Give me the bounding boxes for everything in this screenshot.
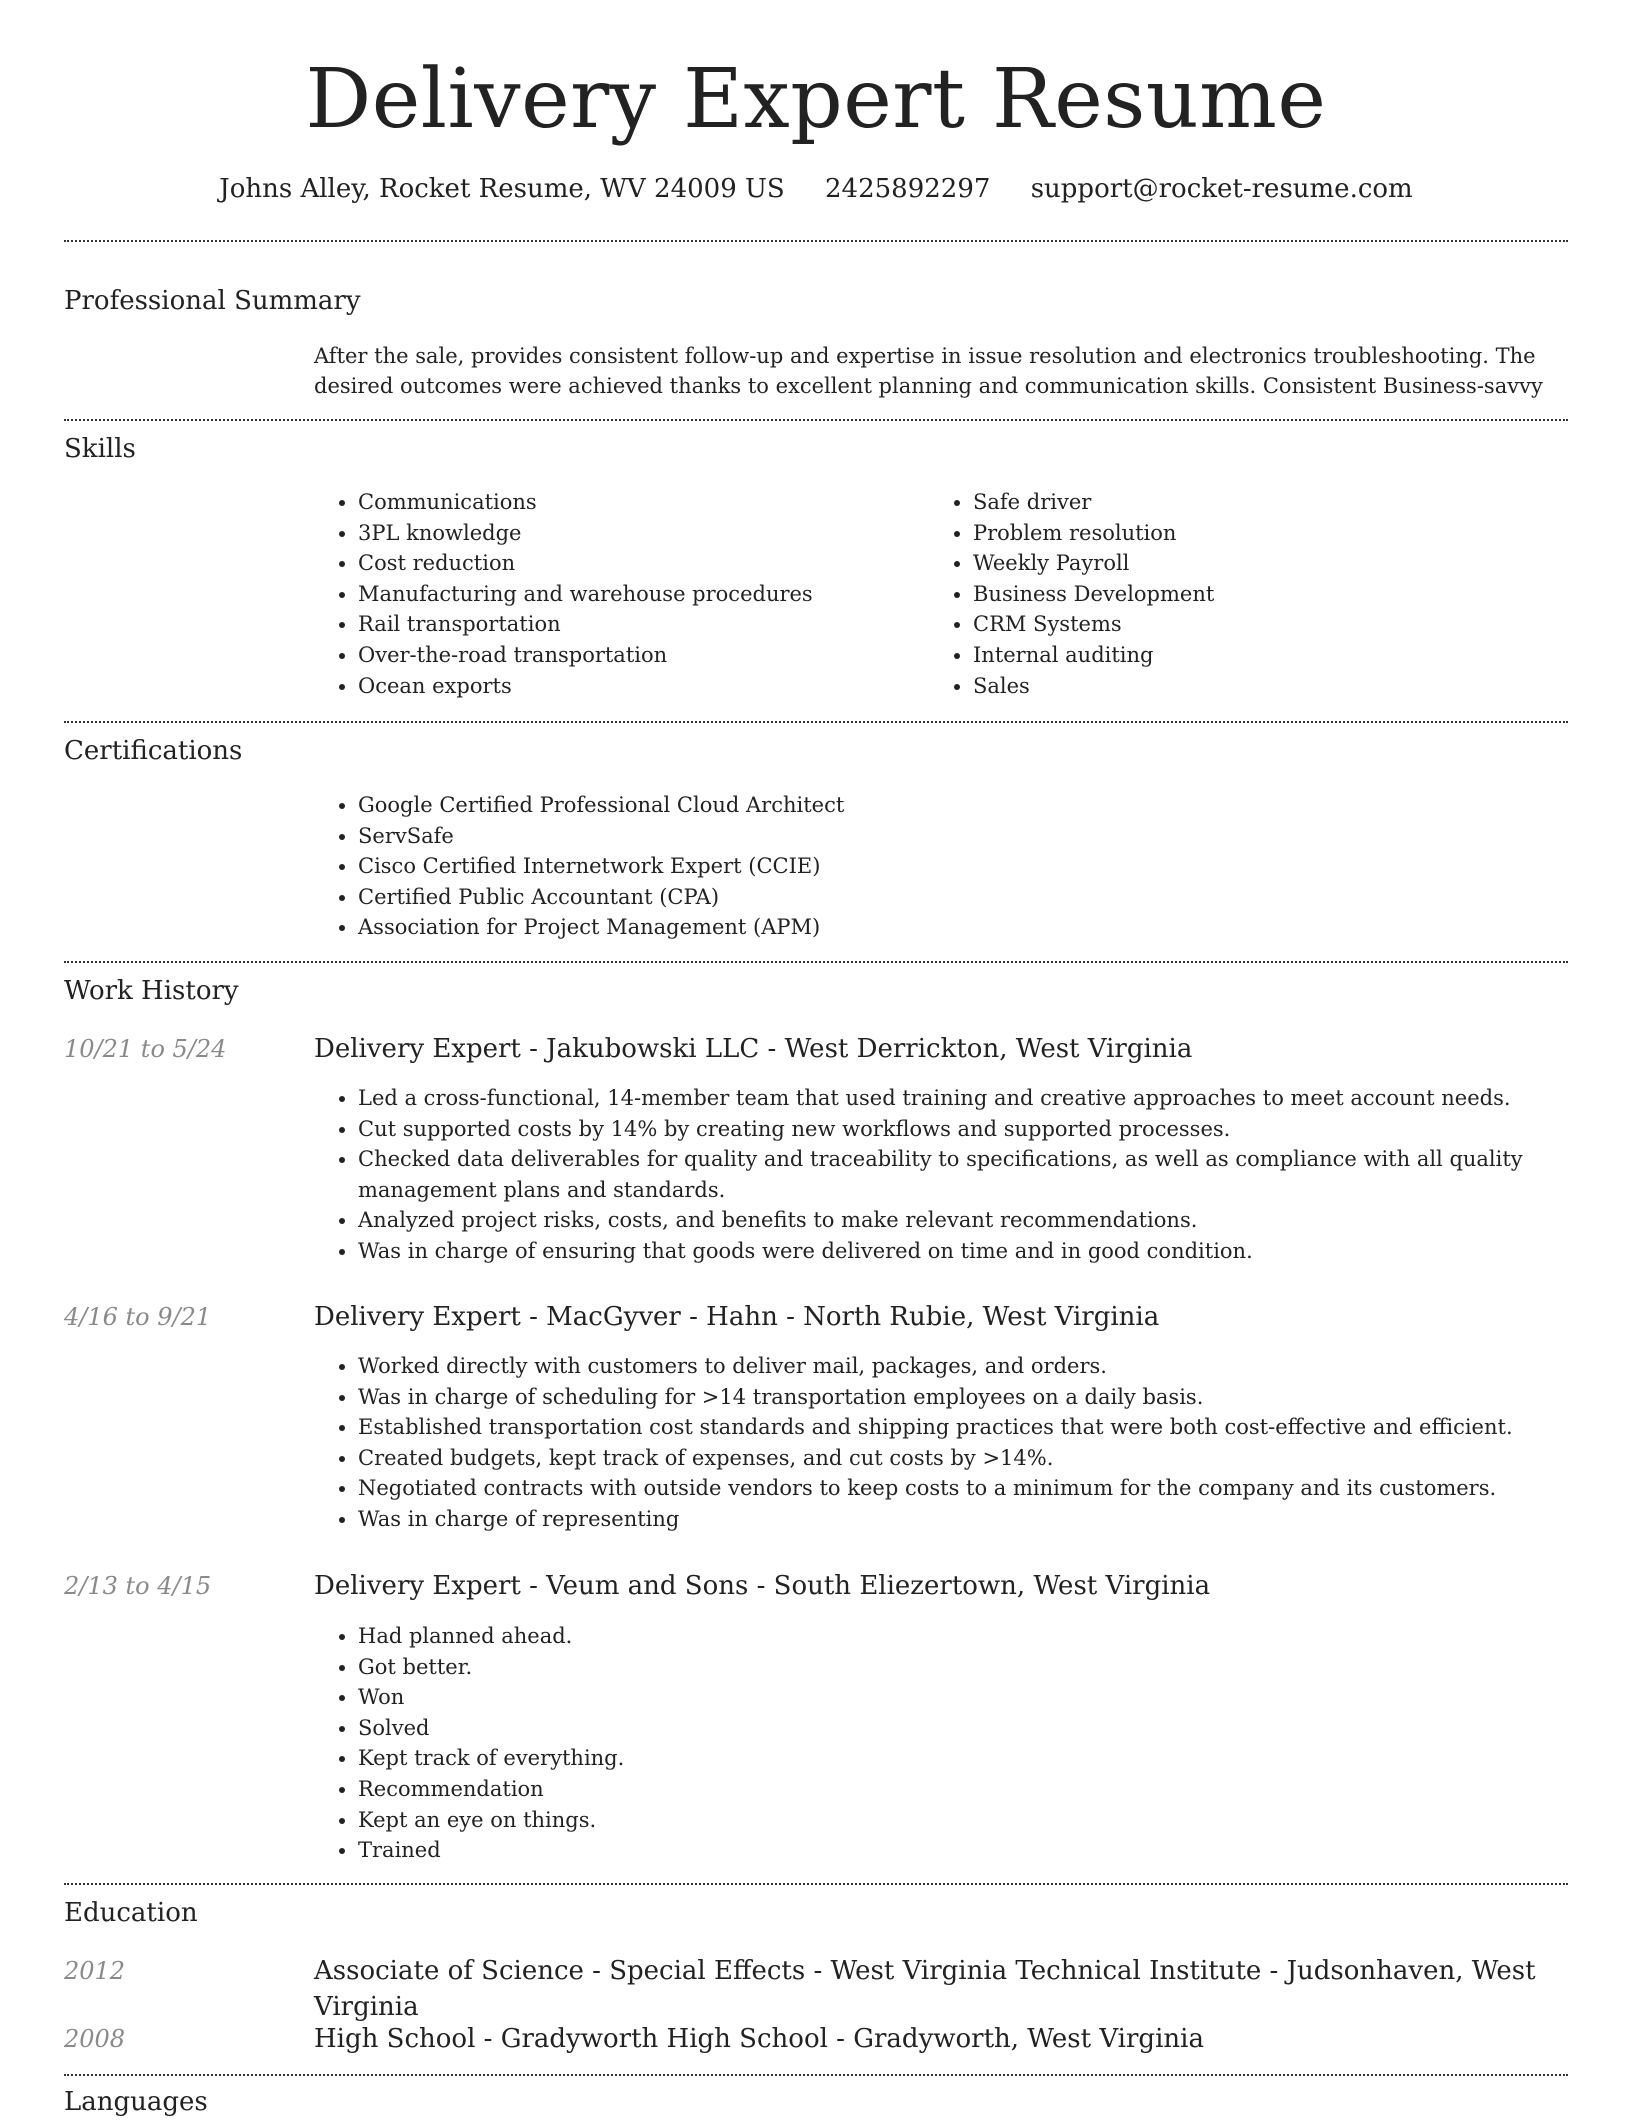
job-bullet: • Solved (358, 1713, 1570, 1744)
contact-address: Johns Alley, Rocket Resume, WV 24009 US (219, 174, 785, 204)
section-divider (64, 961, 1568, 963)
job-title: Delivery Expert - Jakubowski LLC - West Derrickton, West Virginia (314, 1034, 1193, 1064)
job-bullet: • Cut supported costs by 14% by creating new workflows and supported processes. (358, 1114, 1570, 1145)
skills-list-right (929, 487, 1573, 701)
section-divider (64, 2074, 1568, 2076)
certifications-list (314, 790, 1558, 943)
skill-item: • Ocean exports (358, 671, 958, 702)
job-dates: 2/13 to 4/15 (64, 1572, 212, 1600)
job-bullet: • Was in charge of ensuring that goods were delivered on time and in good condition. (358, 1236, 1570, 1267)
skill-item: • Internal auditing (973, 640, 1573, 671)
job-dates: 10/21 to 5/24 (64, 1035, 227, 1063)
section-divider (64, 721, 1568, 723)
job-bullet: • Checked data deliverables for quality and traceability to specifications, as well as compliance with all quality management plans and standards. (358, 1144, 1570, 1205)
skill-item: • Communications (358, 487, 958, 518)
job-bullet: • Was in charge of scheduling for >14 transportation employees on a daily basis. (358, 1382, 1570, 1413)
job-bullets (314, 1351, 1570, 1535)
job-bullet: • Got better. (358, 1652, 1570, 1683)
job-bullet: • Kept track of everything. (358, 1743, 1570, 1774)
skill-item: • Problem resolution (973, 518, 1573, 549)
education-heading: Education (64, 1898, 198, 1928)
job-bullet: • Established transportation cost standards and shipping practices that were both cost-effective and efficient. (358, 1412, 1570, 1443)
job-bullet: • Recommendation (358, 1774, 1570, 1805)
job-title: Delivery Expert - Veum and Sons - South Eliezertown, West Virginia (314, 1571, 1211, 1601)
job-bullet: • Worked directly with customers to deliver mail, packages, and orders. (358, 1351, 1570, 1382)
job-bullet: • Led a cross-functional, 14-member team that used training and creative approaches to meet account needs. (358, 1083, 1570, 1114)
education-year: 2012 (64, 1957, 126, 1985)
contact-line (0, 170, 1632, 208)
education-title: Associate of Science - Special Effects - West Virginia Technical Institute - Judsonhaven, West Virginia (314, 1956, 1536, 2022)
job-bullet: • Kept an eye on things. (358, 1805, 1570, 1836)
section-divider (64, 1883, 1568, 1885)
summary-heading: Professional Summary (64, 286, 361, 316)
skill-item: • 3PL knowledge (358, 518, 958, 549)
job-bullet: • Won (358, 1682, 1570, 1713)
certification-item: • Cisco Certified Internetwork Expert (CCIE) (358, 851, 1558, 882)
skill-item: • Safe driver (973, 487, 1573, 518)
certification-item: • ServSafe (358, 821, 1558, 852)
section-divider (64, 240, 1568, 242)
skill-item: • Business Development (973, 579, 1573, 610)
certification-item: • Certified Public Accountant (CPA) (358, 882, 1558, 913)
languages-heading: Languages (64, 2087, 208, 2117)
resume-title: Delivery Expert Resume (305, 52, 1327, 147)
skills-list-left (314, 487, 958, 701)
job-title: Delivery Expert - MacGyver - Hahn - North Rubie, West Virginia (314, 1302, 1160, 1332)
job-bullet: • Analyzed project risks, costs, and benefits to make relevant recommendations. (358, 1205, 1570, 1236)
job-bullet: • Created budgets, kept track of expenses, and cut costs by >14%. (358, 1443, 1570, 1474)
work-history-heading: Work History (64, 976, 239, 1006)
job-bullet: • Was in charge of representing (358, 1504, 1570, 1535)
job-dates: 4/16 to 9/21 (64, 1303, 212, 1331)
skills-heading: Skills (64, 434, 136, 464)
skill-item: • CRM Systems (973, 609, 1573, 640)
job-bullet: • Trained (358, 1835, 1570, 1866)
certifications-heading: Certifications (64, 736, 243, 766)
education-title: High School - Gradyworth High School - Gradyworth, West Virginia (314, 2024, 1204, 2054)
skill-item: • Sales (973, 671, 1573, 702)
skill-item: • Cost reduction (358, 548, 958, 579)
contact-phone: 2425892297 (825, 174, 991, 204)
certification-item: • Google Certified Professional Cloud Architect (358, 790, 1558, 821)
contact-email: support@rocket-resume.com (1030, 174, 1413, 204)
education-year: 2008 (64, 2025, 126, 2053)
certification-item: • Association for Project Management (APM) (358, 912, 1558, 943)
skill-item: • Rail transportation (358, 609, 958, 640)
job-bullets (314, 1083, 1570, 1267)
job-bullet: • Had planned ahead. (358, 1621, 1570, 1652)
job-bullets (314, 1621, 1570, 1866)
section-divider (64, 419, 1568, 421)
summary-text: After the sale, provides consistent follow-up and expertise in issue resolution and electronics troubleshooting. The desired outcomes were achieved thanks to excellent planning and communication skills. Consistent Business-savvy (314, 344, 1543, 398)
skill-item: • Over-the-road transportation (358, 640, 958, 671)
job-bullet: • Negotiated contracts with outside vendors to keep costs to a minimum for the company and its customers. (358, 1473, 1570, 1504)
skill-item: • Manufacturing and warehouse procedures (358, 579, 958, 610)
skill-item: • Weekly Payroll (973, 548, 1573, 579)
